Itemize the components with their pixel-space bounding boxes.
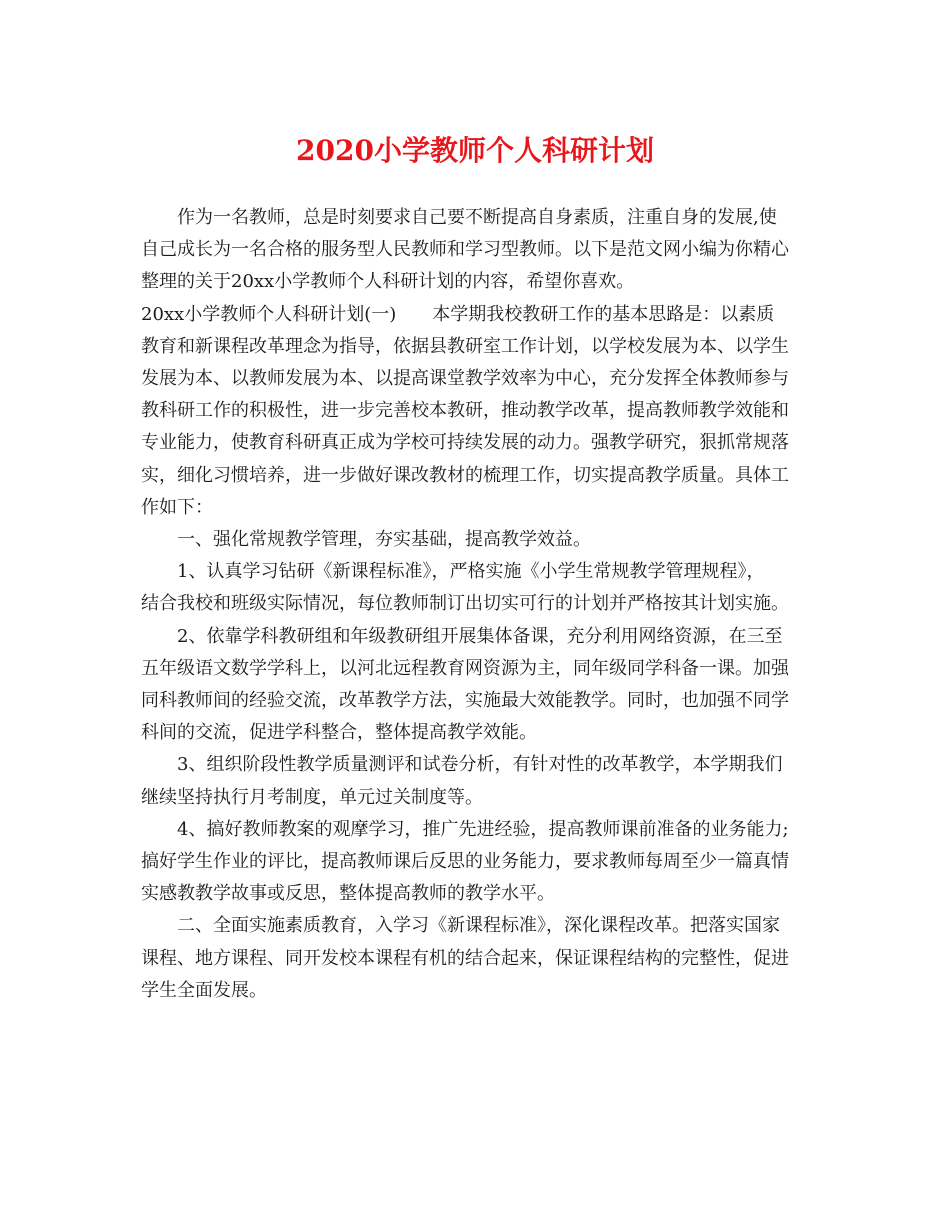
paragraph	[141, 814, 817, 911]
document-body	[141, 202, 817, 1007]
paragraph-line: 学生全面发展。	[141, 979, 267, 1001]
paragraph	[141, 621, 817, 750]
paragraph-line: 4、搞好教师教案的观摩学习，推广先进经验，提高教师课前准备的业务能力;	[177, 818, 789, 840]
paragraph-line: 实，细化习惯培养，进一步做好课改教材的梳理工作，切实提高教学质量。具体工	[141, 464, 789, 486]
paragraph	[141, 202, 817, 299]
paragraph-line: 继续坚持执行月考制度，单元过关制度等。	[141, 786, 483, 808]
paragraph	[141, 524, 817, 556]
paragraph-line: 教育和新课程改革理念为指导，依据县教研室工作计划，以学校发展为本、以学生	[141, 335, 789, 357]
paragraph-line: 20xx小学教师个人科研计划(一) 本学期我校教研工作的基本思路是：以素质	[141, 303, 775, 325]
paragraph-line: 1、认真学习钻研《新课程标准》，严格实施《小学生常规教学管理规程》，	[177, 561, 765, 583]
paragraph-line: 2、依靠学科教研组和年级教研组开展集体备课，充分利用网络资源，在三至	[177, 625, 783, 647]
paragraph-line: 自己成长为一名合格的服务型人民教师和学习型教师。以下是范文网小编为你精心	[141, 239, 789, 261]
paragraph-line: 3、组织阶段性教学质量测评和试卷分析，有针对性的改革教学，本学期我们	[177, 754, 783, 776]
paragraph-line: 五年级语文数学学科上，以河北远程教育网资源为主，同年级同学科备一课。加强	[141, 657, 789, 679]
paragraph-line: 整理的关于20xx小学教师个人科研计划的内容，希望你喜欢。	[141, 271, 635, 293]
paragraph	[141, 910, 817, 1007]
document-title: 2020小学教师个人科研计划	[296, 134, 654, 167]
paragraph-line: 科间的交流，促进学科整合，整体提高教学效能。	[141, 722, 537, 744]
paragraph-line: 同科教师间的经验交流，改革教学方法，实施最大效能教学。同时，也加强不同学	[141, 690, 789, 712]
paragraph-line: 教科研工作的积极性，进一步完善校本教研，推动教学改革，提高教师教学效能和	[141, 400, 789, 422]
paragraph	[141, 299, 817, 524]
paragraph-line: 作为一名教师，总是时刻要求自己要不断提高自身素质，注重自身的发展,使	[177, 207, 777, 228]
paragraph-line: 结合我校和班级实际情况，每位教师制订出切实可行的计划并严格按其计划实施。	[141, 593, 789, 615]
paragraph-line: 专业能力，使教育科研真正成为学校可持续发展的动力。强教学研究，狠抓常规落	[141, 432, 789, 454]
paragraph	[141, 556, 817, 620]
paragraph-line: 发展为本、以教师发展为本、以提高课堂教学效率为中心，充分发挥全体教师参与	[141, 368, 789, 390]
paragraph-line: 实感教教学故事或反思，整体提高教师的教学水平。	[141, 883, 555, 905]
paragraph-line: 二、全面实施素质教育，入学习《新课程标准》，深化课程改革。把落实国家	[177, 915, 780, 937]
paragraph-line: 课程、地方课程、同开发校本课程有机的结合起来，保证课程结构的完整性，促进	[141, 947, 789, 969]
paragraph-line: 一、强化常规教学管理，夯实基础，提高教学效益。	[177, 529, 591, 551]
paragraph-line: 作如下：	[141, 496, 213, 518]
paragraph-line: 搞好学生作业的评比，提高教师课后反思的业务能力，要求教师每周至少一篇真情	[141, 851, 789, 873]
paragraph	[141, 749, 817, 813]
